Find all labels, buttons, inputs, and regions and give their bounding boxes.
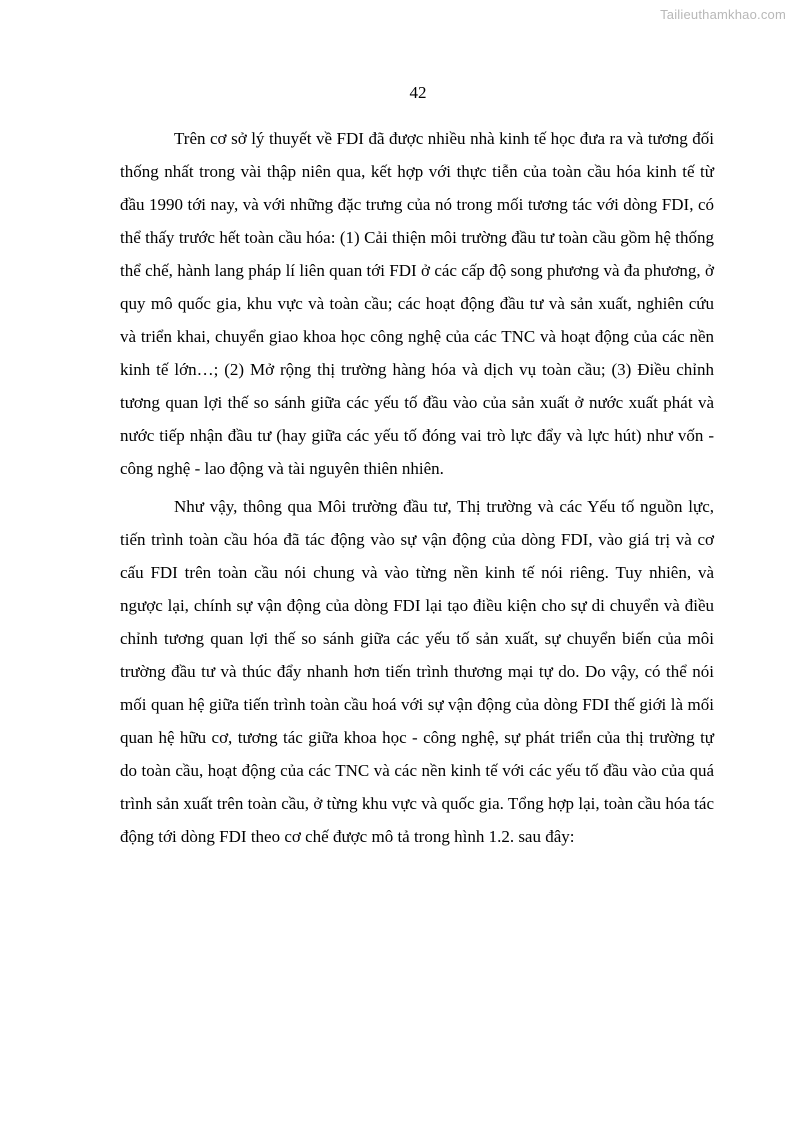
paragraph-1: Trên cơ sở lý thuyết về FDI đã được nhiều nhà kinh tế học đưa ra và tương đối thống nhất trong vài thập niên qua, kết hợp với thực tiễn của toàn cầu hóa kinh tế từ đầu 1990 tới nay, và với những đặc trưng của nó trong mối tương tác với dòng FDI, có thể thấy trước hết toàn cầu hóa: (1) Cải thiện môi trường đầu tư toàn cầu gồm hệ thống thể chế, hành lang pháp lí liên quan tới FDI ở các cấp độ song phương và đa phương, ở quy mô quốc gia, khu vực và toàn cầu; các hoạt động đầu tư và sản xuất, nghiên cứu và triển khai, chuyển giao khoa học công nghệ của các TNC và hoạt động của các nền kinh tế lớn…; (2) Mở rộng thị trường hàng hóa và dịch vụ toàn cầu; (3) Điều chỉnh tương quan lợi thế so sánh giữa các yếu tố đầu vào của sản xuất ở nước xuất phát và nước tiếp nhận đầu tư (hay giữa các yếu tố đóng vai trò lực đẩy và lực hút) như vốn - công nghệ - lao động và tài nguyên thiên nhiên. — [120, 129, 714, 478]
paragraph-2: Như vậy, thông qua Môi trường đầu tư, Thị trường và các Yếu tố nguồn lực, tiến trình toàn cầu hóa đã tác động vào sự vận động của dòng FDI, vào giá trị và cơ cấu FDI trên toàn cầu nói chung và vào từng nền kinh tế nói riêng. Tuy nhiên, và ngược lại, chính sự vận động của dòng FDI lại tạo điều kiện cho sự di chuyển và điều chỉnh tương quan lợi thế so sánh giữa các yếu tố sản xuất, sự chuyển biến của môi trường đầu tư và thúc đẩy nhanh hơn tiến trình thương mại tự do. Do vậy, có thể nói mối quan hệ giữa tiến trình toàn cầu hoá với sự vận động của dòng FDI thế giới là mối quan hệ hữu cơ, tương tác giữa khoa học - công nghệ, sự phát triển của thị trường tự do toàn cầu, hoạt động của các TNC và các nền kinh tế với các yếu tố đầu vào của quá trình sản xuất trên toàn cầu, ở từng khu vực và quốc gia. Tổng hợp lại, toàn cầu hóa tác động tới dòng FDI theo cơ chế được mô tả trong hình 1.2. sau đây: — [120, 497, 714, 846]
watermark: Tailieuthamkhao.com — [660, 7, 786, 22]
document-body — [120, 122, 714, 858]
page-number: 42 — [409, 83, 427, 102]
